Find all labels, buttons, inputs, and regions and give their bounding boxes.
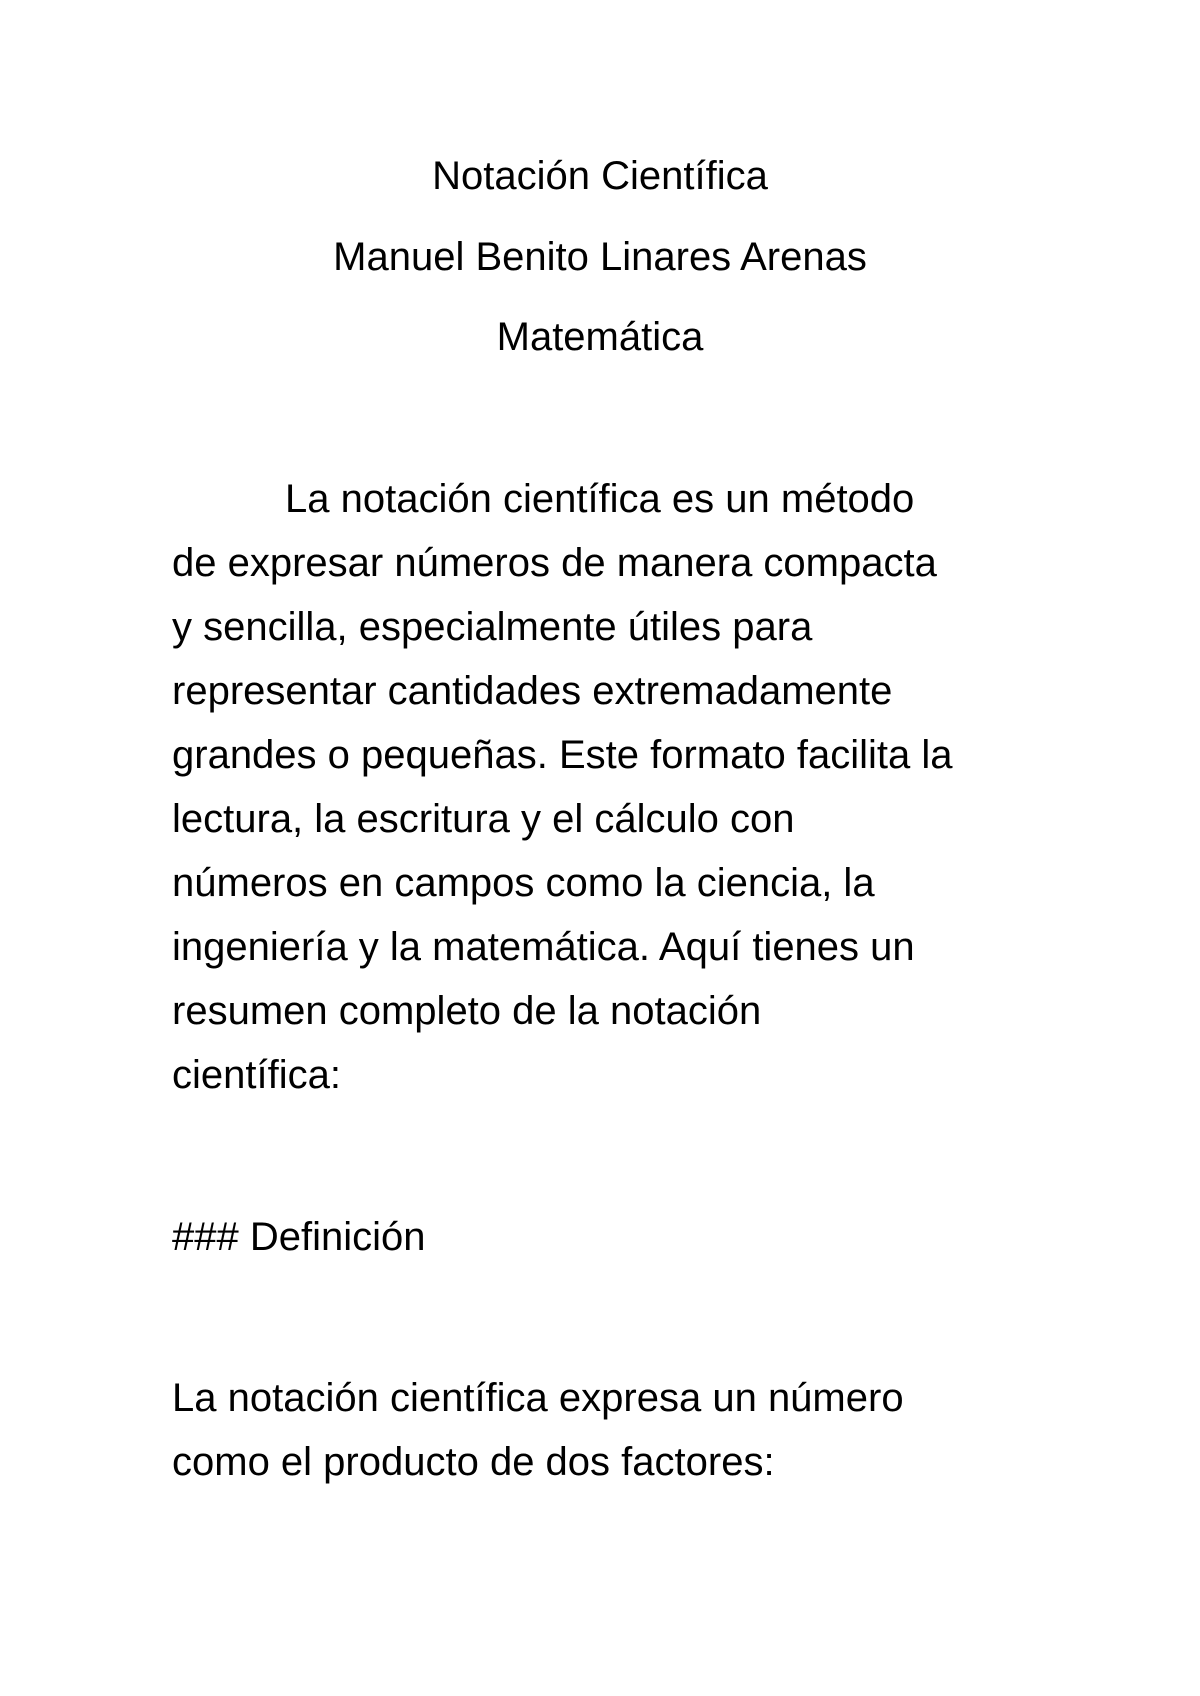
intro-line: científica: [172,1053,341,1097]
intro-line: La notación científica es un método [285,477,915,521]
section-heading: ### Definición [172,1215,426,1259]
intro-line: y sencilla, especialmente útiles para [172,605,813,649]
definition-line: como el producto de dos factores: [172,1440,775,1484]
author-name: Manuel Benito Linares Arenas [333,235,867,279]
intro-line: resumen completo de la notación [172,989,762,1033]
definition-line: La notación científica expresa un número [172,1376,904,1420]
intro-line: grandes o pequeñas. Este formato facilita la [172,733,953,777]
intro-line: ingeniería y la matemática. Aquí tienes un [172,925,915,969]
document-title: Notación Científica [432,154,768,198]
intro-line: lectura, la escritura y el cálculo con [172,797,795,841]
intro-line: números en campos como la ciencia, la [172,861,875,905]
subject-name: Matemática [496,315,704,359]
intro-line: de expresar números de manera compacta [172,541,937,585]
intro-line: representar cantidades extremadamente [172,669,893,713]
